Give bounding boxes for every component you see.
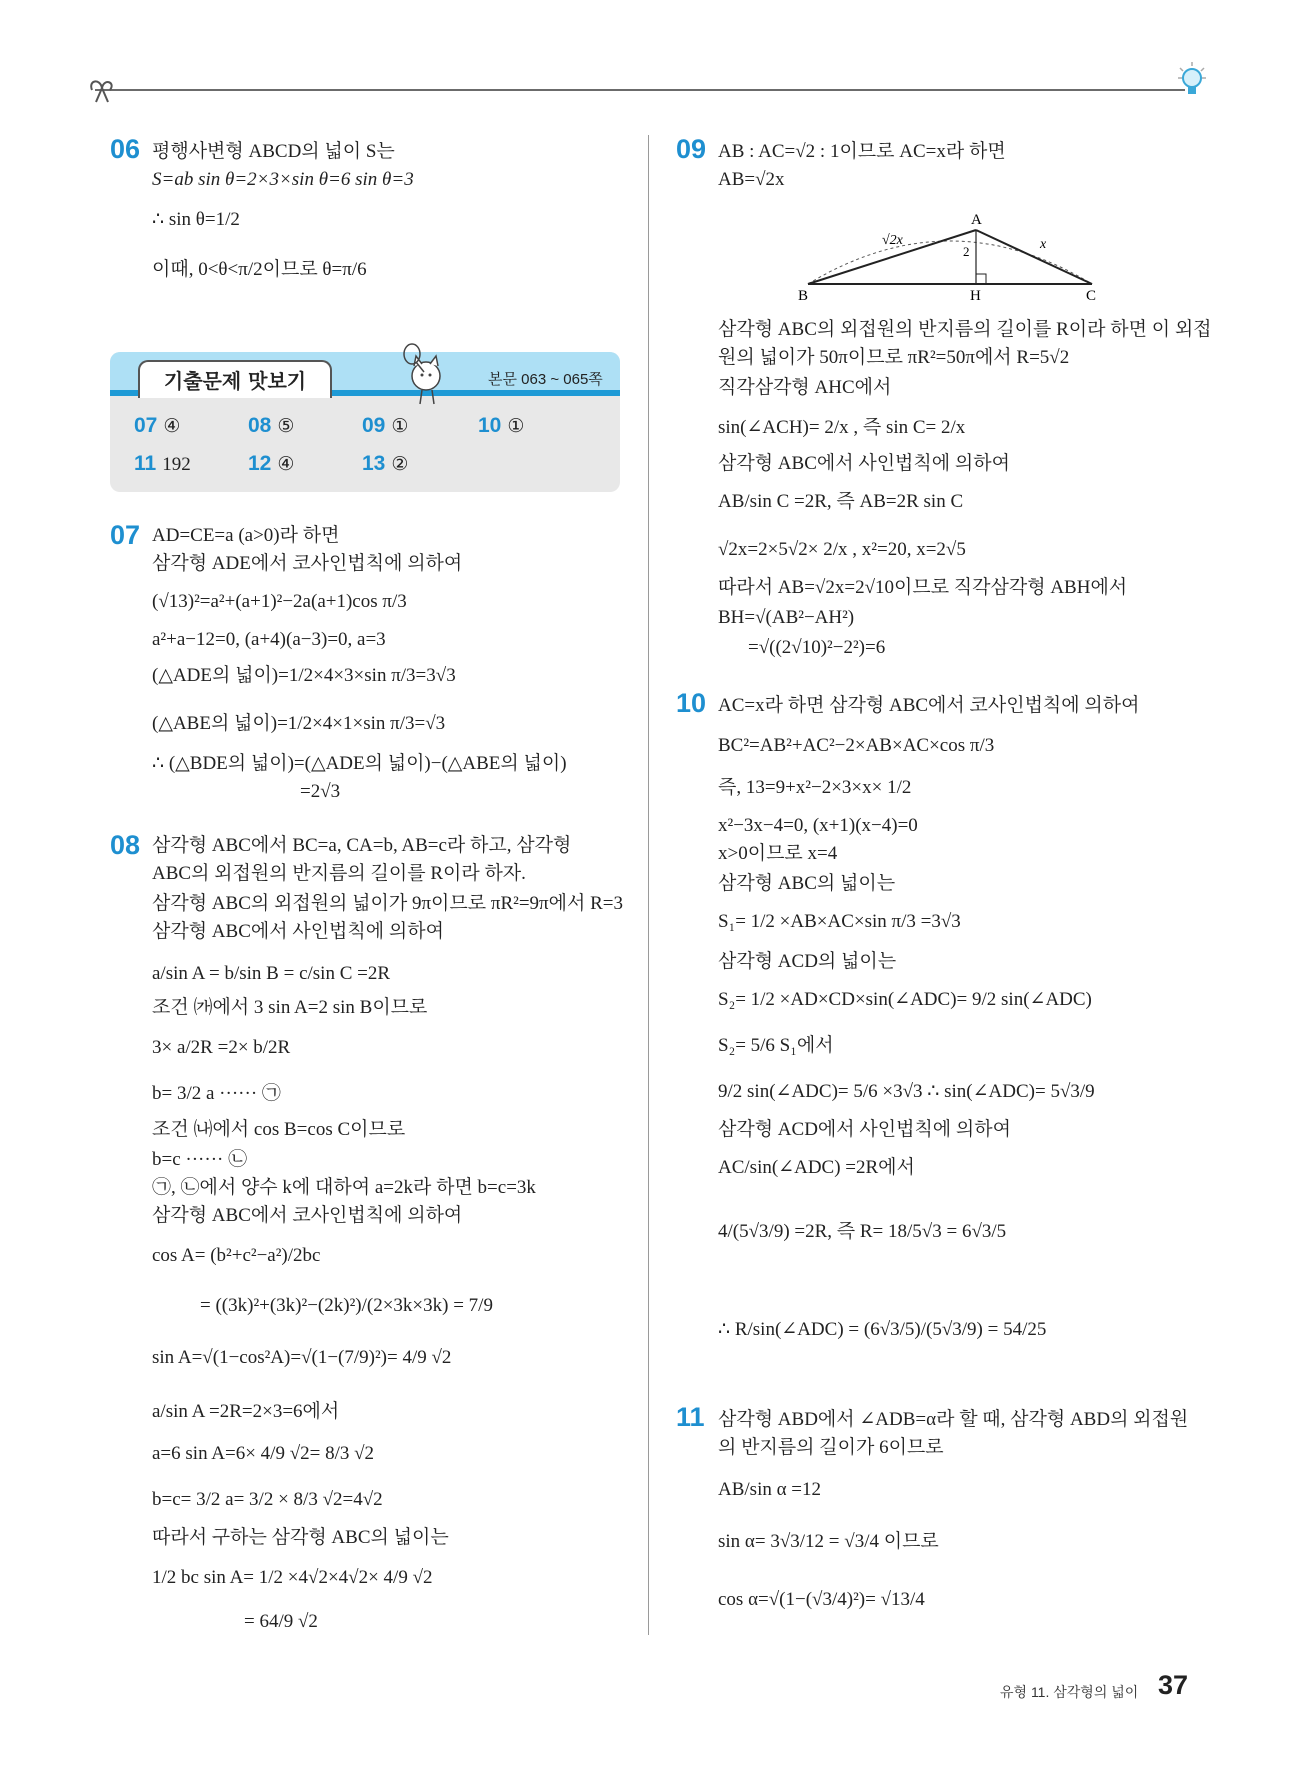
s08-line: 삼각형 ABC의 외접원의 넓이가 9π이므로 πR²=9π에서 R=3 — [152, 893, 623, 914]
s10-line: AC/sin(∠ADC) =2R에서 — [718, 1157, 915, 1178]
s10-line: S₁= 1/2 ×AB×AC×sin π/3 =3√3 — [718, 911, 961, 932]
s08-line: ㉠, ㉡에서 양수 k에 대하여 a=2k라 하면 b=c=3k — [152, 1177, 536, 1198]
s06-line: 이때, 0<θ<π/2이므로 θ=π/6 — [152, 259, 367, 280]
problem-number-06: 06 — [110, 134, 141, 164]
s08-line: sin A=√(1−cos²A)=√(1−(7/9)²)= 4/9 √2 — [152, 1347, 452, 1368]
s08-line: 조건 ㈎에서 3 sin A=2 sin B이므로 — [152, 997, 428, 1018]
problem-number-11: 11 — [676, 1402, 705, 1432]
column-divider — [648, 135, 649, 1635]
s08-line: 삼각형 ABC에서 사인법칙에 의하여 — [152, 921, 444, 942]
s08-line: a=6 sin A=6× 4/9 √2= 8/3 √2 — [152, 1443, 375, 1464]
s08-line: 3× a/2R =2× b/2R — [152, 1037, 291, 1058]
answer-item: 08 ⑤ — [248, 414, 295, 437]
s11-line: 삼각형 ABD에서 ∠ADB=α라 할 때, 삼각형 ABD의 외접원 — [718, 1409, 1189, 1430]
vertex-c-label: C — [1086, 288, 1097, 304]
problem-number-10: 10 — [676, 688, 707, 718]
s06-line: 평행사변형 ABCD의 넓이 S는 — [152, 141, 395, 162]
s10-line: S₂= 5/6 S₁에서 — [718, 1035, 834, 1056]
s08-line: 따라서 구하는 삼각형 ABC의 넓이는 — [152, 1527, 449, 1548]
s10-line: BC²=AB²+AC²−2×AB×AC×cos π/3 — [718, 735, 995, 756]
s10-line: 9/2 sin(∠ADC)= 5/6 ×3√3 ∴ sin(∠ADC)= 5√3/9 — [718, 1081, 1095, 1102]
mascot-cat-icon — [392, 342, 472, 410]
side-ac — [976, 230, 1092, 284]
s08-line: a/sin A = b/sin B = c/sin C =2R — [152, 963, 391, 984]
s09-line: 삼각형 ABC의 외접원의 반지름의 길이를 R이라 하면 이 외접 — [718, 319, 1212, 340]
s08-line: b= 3/2 a ······ ㉠ — [152, 1083, 281, 1104]
s09-line: 삼각형 ABC에서 사인법칙에 의하여 — [718, 453, 1010, 474]
s09-line: AB : AC=√2 : 1이므로 AC=x라 하면 — [718, 141, 1006, 162]
s10-line: AC=x라 하면 삼각형 ABC에서 코사인법칙에 의하여 — [718, 695, 1140, 716]
s09-line: 직각삼각형 AHC에서 — [718, 377, 892, 398]
problem-number-08: 08 — [110, 830, 141, 860]
s10-line: 4/(5√3/9) =2R, 즉 R= 18/5√3 = 6√3/5 — [718, 1221, 1007, 1242]
s11-line: sin α= 3√3/12 = √3/4 이므로 — [718, 1531, 939, 1552]
s08-line: = 64/9 √2 — [244, 1611, 318, 1632]
s10-line: S₂= 1/2 ×AD×CD×sin(∠ADC)= 9/2 sin(∠ADC) — [718, 989, 1092, 1010]
answer-box-reference: 본문 063 ~ 065쪽 — [488, 371, 603, 388]
answer-item: 09 ① — [362, 414, 409, 437]
s08-line: 1/2 bc sin A= 1/2 ×4√2×4√2× 4/9 √2 — [152, 1567, 433, 1588]
s08-line: b=c ······ ㉡ — [152, 1149, 248, 1170]
circumcircle-arc — [808, 241, 1092, 284]
s09-line: BH=√(AB²−AH²) — [718, 607, 855, 628]
s09-line: AB/sin C =2R, 즉 AB=2R sin C — [718, 491, 964, 512]
ribbon-icon — [86, 76, 116, 104]
s07-line: ∴ (△BDE의 넓이)=(△ADE의 넓이)−(△ABE의 넓이) — [152, 753, 567, 774]
s10-line: ∴ R/sin(∠ADC) = (6√3/5)/(5√3/9) = 54/25 — [718, 1319, 1047, 1340]
s08-line: ABC의 외접원의 반지름의 길이를 R이라 하자. — [152, 863, 526, 884]
answer-box-title: 기출문제 맛보기 — [138, 360, 332, 398]
s08-line: a/sin A =2R=2×3=6에서 — [152, 1401, 340, 1422]
page-number: 37 — [1158, 1670, 1189, 1700]
s10-line: 삼각형 ABC의 넓이는 — [718, 873, 896, 894]
answer-item: 12 ④ — [248, 452, 295, 475]
answer-item: 07 ④ — [134, 414, 181, 437]
answer-item: 10 ① — [478, 414, 525, 437]
answer-item: 11 192 — [134, 452, 191, 475]
s08-line: = ((3k)²+(3k)²−(2k)²)/(2×3k×3k) = 7/9 — [200, 1295, 493, 1316]
s07-line: AD=CE=a (a>0)라 하면 — [152, 525, 340, 546]
point-h-label: H — [970, 288, 981, 304]
vertex-a-label: A — [971, 212, 982, 228]
s07-line: a²+a−12=0, (a+4)(a−3)=0, a=3 — [152, 629, 386, 650]
s08-line: cos A= (b²+c²−a²)/2bc — [152, 1245, 321, 1266]
s10-line: 삼각형 ACD에서 사인법칙에 의하여 — [718, 1119, 1011, 1140]
lightbulb-icon — [1176, 58, 1210, 102]
problem-number-07: 07 — [110, 520, 141, 550]
s11-line: cos α=√(1−(√3/4)²)= √13/4 — [718, 1589, 925, 1610]
s09-line: 따라서 AB=√2x=2√10이므로 직각삼각형 ABH에서 — [718, 577, 1128, 598]
side-ac-label: x — [1040, 237, 1047, 252]
s10-line: 즉, 13=9+x²−2×3×x× 1/2 — [718, 777, 912, 798]
s06-line: ∴ sin θ=1/2 — [152, 209, 240, 230]
answer-box — [110, 352, 620, 492]
side-ab-label: √2x — [882, 233, 903, 248]
problem-number-09: 09 — [676, 134, 707, 164]
triangle-diagram — [790, 208, 1110, 304]
s08-line: 삼각형 ABC에서 BC=a, CA=b, AB=c라 하고, 삼각형 — [152, 835, 572, 856]
s10-line: 삼각형 ACD의 넓이는 — [718, 951, 897, 972]
right-angle-mark — [976, 274, 986, 284]
s07-line: =2√3 — [300, 781, 341, 802]
s10-line: x²−3x−4=0, (x+1)(x−4)=0 — [718, 815, 918, 836]
s07-line: (△ABE의 넓이)=1/2×4×1×sin π/3=√3 — [152, 713, 446, 734]
s11-line: 의 반지름의 길이가 6이므로 — [718, 1437, 944, 1458]
s11-line: AB/sin α =12 — [718, 1479, 822, 1500]
s09-line: AB=√2x — [718, 169, 785, 190]
top-rule — [95, 89, 1185, 91]
s09-line: =√((2√10)²−2²)=6 — [748, 637, 886, 658]
s07-line: (√13)²=a²+(a+1)²−2a(a+1)cos π/3 — [152, 591, 407, 612]
vertex-b-label: B — [798, 288, 809, 304]
s09-line: 원의 넓이가 50π이므로 πR²=50π에서 R=5√2 — [718, 347, 1070, 368]
altitude-label: 2 — [963, 244, 970, 259]
s07-line: 삼각형 ADE에서 코사인법칙에 의하여 — [152, 553, 463, 574]
s08-line: 삼각형 ABC에서 코사인법칙에 의하여 — [152, 1205, 463, 1226]
s07-line: (△ADE의 넓이)=1/2×4×3×sin π/3=3√3 — [152, 665, 456, 686]
s09-line: sin(∠ACH)= 2/x , 즉 sin C= 2/x — [718, 417, 966, 438]
footer-section-title: 유형 11. 삼각형의 넓이 — [1000, 1684, 1139, 1700]
s08-line: 조건 ㈏에서 cos B=cos C이므로 — [152, 1119, 406, 1140]
s10-line: x>0이므로 x=4 — [718, 843, 838, 864]
s09-line: √2x=2×5√2× 2/x , x²=20, x=2√5 — [718, 539, 966, 560]
answer-item: 13 ② — [362, 452, 409, 475]
s08-line: b=c= 3/2 a= 3/2 × 8/3 √2=4√2 — [152, 1489, 383, 1510]
s06-line: S=ab sin θ=2×3×sin θ=6 sin θ=3 — [152, 169, 414, 190]
